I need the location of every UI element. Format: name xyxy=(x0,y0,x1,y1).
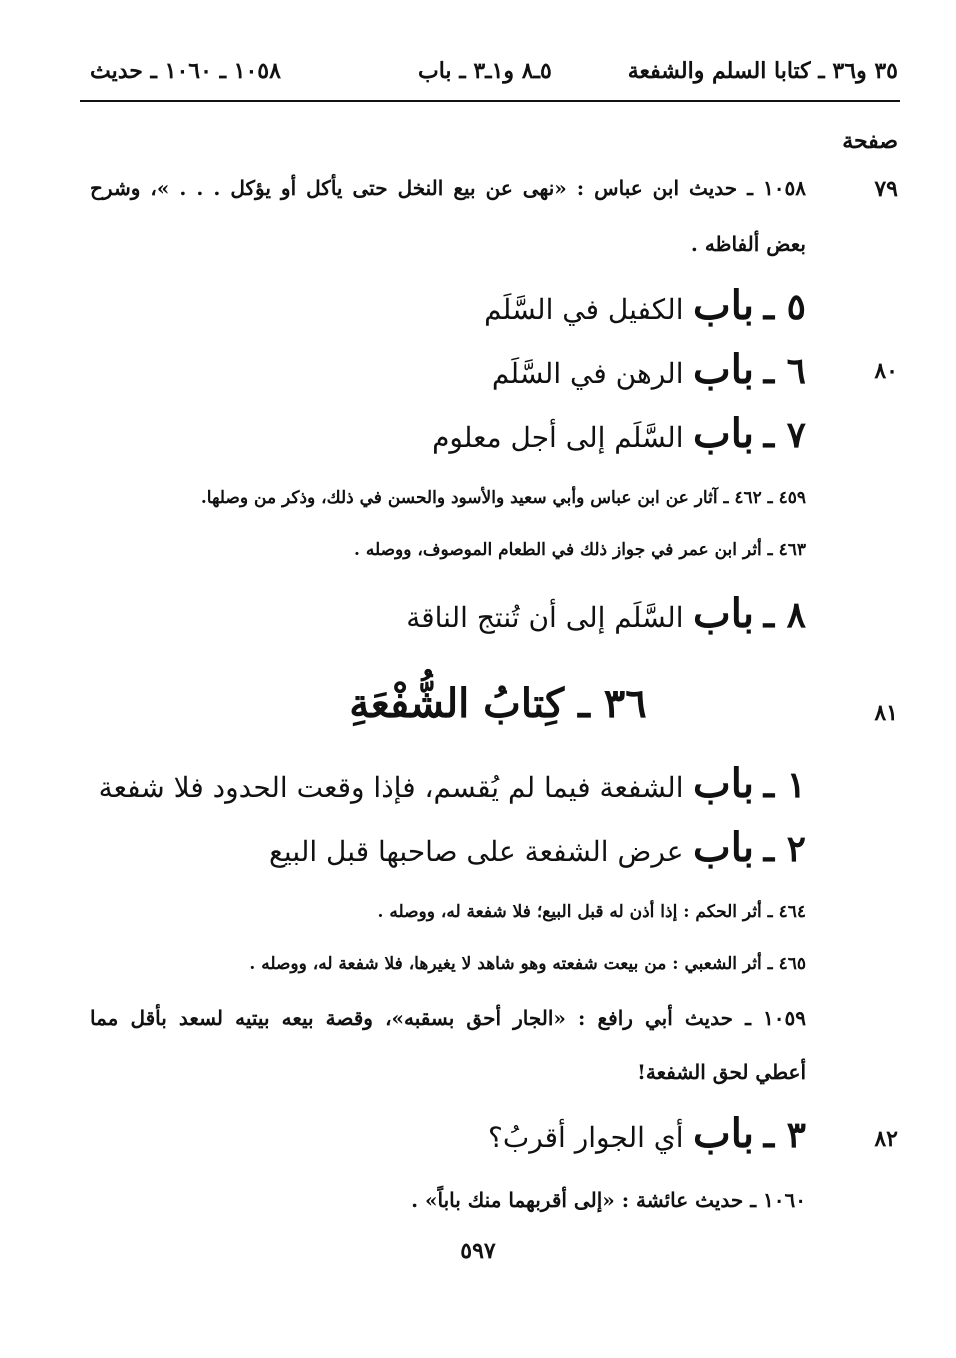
page-number: ٥٩٧ xyxy=(460,1238,496,1264)
page-ref-80: ٨٠ xyxy=(874,358,898,384)
bab-2-heading xyxy=(269,824,806,871)
hadith-1060: ١٠٦٠ ـ حديث عائشة : «إلى أقربهما منك باباً» . xyxy=(411,1188,806,1212)
bab-3-word: باب xyxy=(693,1110,755,1157)
bab-3-number: ٣ ـ xyxy=(763,1114,806,1156)
hadith-1059-line2: أعطي لحق الشفعة! xyxy=(637,1060,806,1084)
hadith-1059-line1: ١٠٥٩ ـ حديث أبي رافع : «الجار أحق بسقبه»، وقصة بيعه بيتيه لسعد بأقل مما xyxy=(90,1006,806,1030)
page-ref-79: ٧٩ xyxy=(874,176,898,202)
bab-7-number: ٧ ـ xyxy=(763,414,806,456)
running-header-chapters: ٥ـ٨ و١ـ٣ ـ باب xyxy=(418,58,552,84)
hadith-1058-line2: بعض ألفاظه . xyxy=(690,232,806,256)
bab-6-title: الرهن في السَّلَم xyxy=(491,357,684,390)
bab-6-heading xyxy=(492,346,806,393)
bab-8-number: ٨ ـ xyxy=(763,594,806,636)
hadith-1058-line1: ١٠٥٨ ـ حديث ابن عباس : «نهى عن بيع النخل حتى يأكل أو يؤكل . . . »، وشرح xyxy=(90,176,806,200)
bab-1-title: الشفعة فيما لم يُقسم، فإذا وقعت الحدود فلا شفعة xyxy=(98,771,684,804)
athar-465: ٤٦٥ ـ أثر الشعبي : من بيعت شفعته وهو شاهد لا يغيرها، فلا شفعة له، ووصله . xyxy=(249,954,806,974)
bab-8-heading xyxy=(406,590,806,637)
kitab-heading xyxy=(0,680,956,727)
bab-8-title: السَّلَم إلى أن تُنتج الناقة xyxy=(406,601,684,634)
bab-5-word: باب xyxy=(693,282,755,329)
bab-7-title: السَّلَم إلى أجل معلوم xyxy=(432,421,684,454)
bab-1-word: باب xyxy=(693,760,755,807)
athar-463: ٤٦٣ ـ أثر ابن عمر في جواز ذلك في الطعام الموصوف، ووصله . xyxy=(354,540,806,560)
bab-2-number: ٢ ـ xyxy=(763,828,806,870)
bab-2-title: عرض الشفعة على صاحبها قبل البيع xyxy=(269,835,684,868)
bab-6-word: باب xyxy=(693,346,755,393)
bab-5-number: ٥ ـ xyxy=(763,286,806,328)
page-ref-81: ٨١ xyxy=(874,700,898,726)
athar-459-462: ٤٥٩ ـ ٤٦٢ ـ آثار عن ابن عباس وأبي سعيد والأسود والحسن في ذلك، وذكر من وصلها. xyxy=(200,488,806,508)
header-rule xyxy=(80,100,900,102)
bab-6-number: ٦ ـ xyxy=(763,350,806,392)
bab-5-title: الكفيل في السَّلَم xyxy=(484,293,684,326)
athar-464: ٤٦٤ ـ أثر الحكم : إذا أذن له قبل البيع؛ فلا شفعة له، ووصله . xyxy=(377,902,806,922)
bab-1-heading xyxy=(99,760,806,807)
running-header-hadith-range: ١٠٥٨ ـ ١٠٦٠ ـ حديث xyxy=(90,58,281,84)
page-ref-82: ٨٢ xyxy=(874,1126,898,1152)
bab-3-heading xyxy=(488,1110,806,1157)
running-header-title: ٣٥ و٣٦ ـ كتابا السلم والشفعة xyxy=(627,58,898,84)
bab-8-word: باب xyxy=(693,590,755,637)
bab-7-heading xyxy=(432,410,806,457)
page-column-label: صفحة xyxy=(842,128,898,154)
bab-3-title: أي الجوار أقربُ؟ xyxy=(488,1121,684,1154)
kitab-title: ٣٦ ـ كِتابُ الشُّفْعَةِ xyxy=(349,680,647,727)
bab-7-word: باب xyxy=(693,410,755,457)
bab-2-word: باب xyxy=(693,824,755,871)
bab-5-heading xyxy=(484,282,806,329)
bab-1-number: ١ ـ xyxy=(763,764,806,806)
